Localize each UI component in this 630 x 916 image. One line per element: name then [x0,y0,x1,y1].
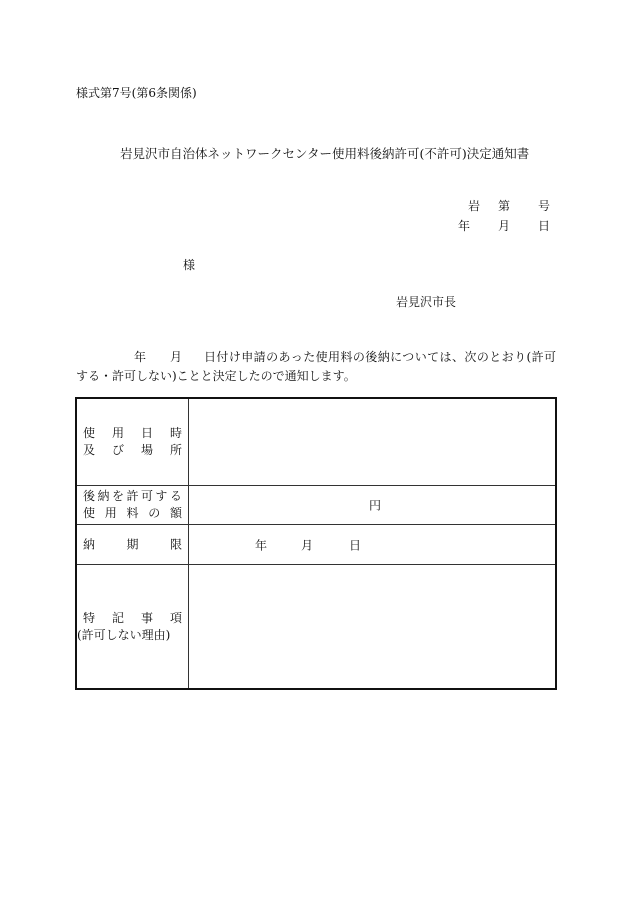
label-char: 場 [140,443,153,457]
label-char: の [148,506,161,520]
label-char: 後 [83,489,96,503]
issue-month: 月 [497,219,510,233]
deadline-day: 日 [349,538,362,552]
label-line [83,488,182,505]
label-char: 所 [169,443,182,457]
value-usage-datetime-place[interactable] [189,399,555,485]
row-special-notes [77,565,555,688]
addressee-honorific: 様 [183,258,196,272]
notice-body [76,348,556,386]
label-char: 事 [140,610,153,625]
doc-number-prefix: 岩 [467,199,480,213]
row-usage-datetime-place [77,399,555,486]
label-char: 記 [111,610,124,625]
label-line [83,425,182,442]
label-char: を [111,489,124,503]
label-char: 期 [126,537,139,551]
deadline-date [255,536,361,553]
deadline-year: 年 [255,538,268,552]
label-char: び [111,443,124,457]
label-char: 納 [83,537,96,551]
label-char: 時 [169,426,182,440]
label-usage-datetime-place [77,399,189,485]
row-payment-deadline [77,525,555,565]
yen-unit: 円 [369,498,382,513]
document-number [468,197,550,214]
label-char: す [155,489,168,503]
label-payment-deadline [77,525,189,564]
label-char: 料 [126,506,139,520]
row-deferred-amount [77,486,555,525]
label-char: る [169,489,182,503]
label-special-notes [77,565,189,688]
label-char: 項 [169,610,182,625]
issuer: 岩見沢市長 [396,295,457,309]
label-char: 可 [140,489,153,503]
label-line [83,505,182,522]
body-year: 年 [134,350,147,364]
label-char: 日 [140,426,153,440]
value-special-notes[interactable] [189,565,555,688]
label-char: 許 [126,489,139,503]
deadline-month: 月 [301,538,314,552]
label-char: 限 [169,537,182,551]
body-month: 月 [170,350,183,364]
label-char: 特 [83,610,96,625]
label-line [83,442,182,459]
label-char: 使 [83,426,96,440]
label-char: 納 [97,489,110,503]
body-line1: 日付け申請のあった使用料の後納については、次のとおり(許可 [204,350,556,364]
issue-year: 年 [457,219,470,233]
value-payment-deadline[interactable] [189,525,555,564]
doc-number-go: 号 [537,199,550,213]
details-table [75,397,557,690]
label-line [83,536,182,553]
label-char: 用 [111,426,124,440]
label-line [83,610,182,627]
value-deferred-amount[interactable] [189,486,555,524]
label-char: 額 [169,506,182,520]
form-id: 様式第7号(第6条関係) [76,86,197,100]
label-char: 用 [104,506,117,520]
document-title: 岩見沢市自治体ネットワークセンター使用料後納許可(不許可)決定通知書 [120,146,530,161]
label-deferred-amount [77,486,189,524]
label-special-notes-sub: (許可しない理由) [77,627,171,642]
doc-number-dai: 第 [497,199,510,213]
label-char: 使 [83,506,96,520]
body-line2: する・許可しない)ことと決定したので通知します。 [76,369,356,383]
issue-date [458,217,550,234]
issue-day: 日 [537,219,550,233]
label-char: 及 [83,443,96,457]
